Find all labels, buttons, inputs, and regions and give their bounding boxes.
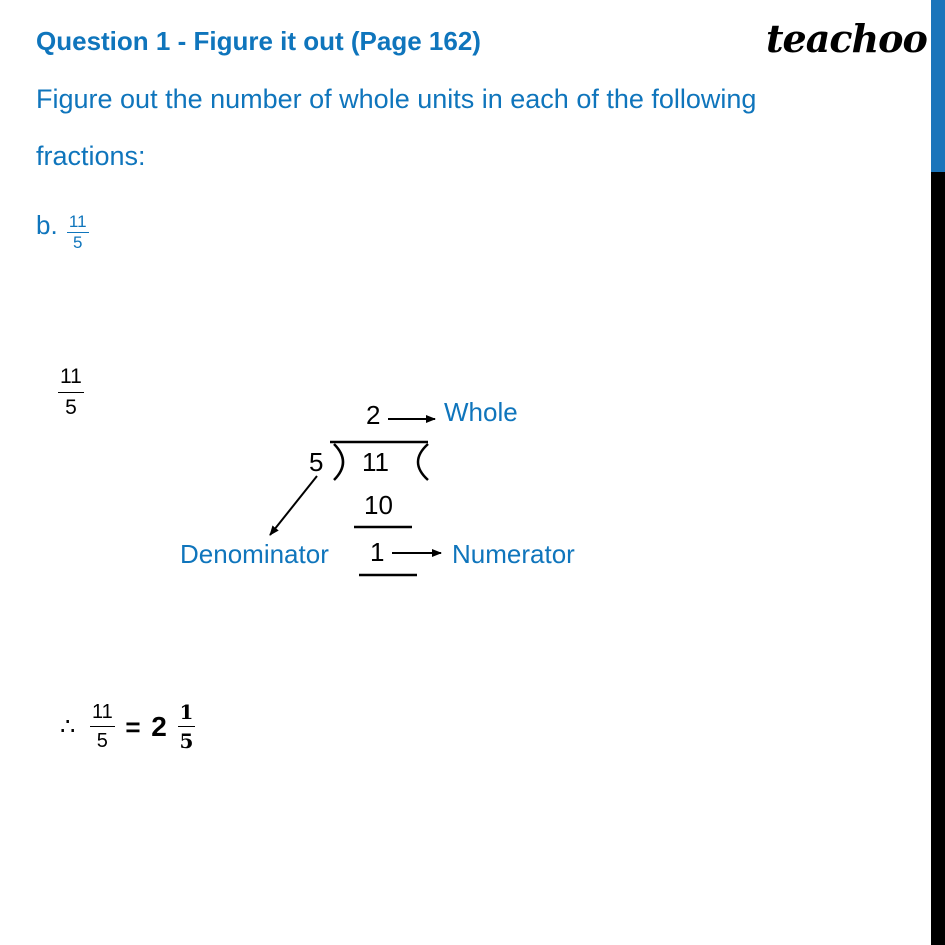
answer-line [60, 698, 195, 755]
equals-sign: = [125, 711, 141, 742]
answer-whole: 2 [151, 710, 167, 742]
denominator-arrow [270, 476, 317, 535]
dividend-value: 11 [362, 447, 389, 477]
answer-fraction-numerator: 11 [90, 698, 115, 727]
answer-result-numerator: 1 [178, 698, 196, 727]
answer-fraction-denominator: 5 [96, 730, 108, 752]
whole-label: Whole [444, 397, 518, 427]
therefore-symbol: ∴ [60, 712, 76, 741]
remainder-value: 1 [370, 537, 385, 567]
question-fraction-denominator: 5 [73, 233, 83, 252]
denominator-label: Denominator [180, 539, 329, 569]
divisor-value: 5 [309, 447, 324, 477]
answer-result-fraction [178, 698, 196, 755]
left-bracket [334, 444, 343, 480]
answer-result-denominator: 5 [179, 729, 194, 753]
teachoo-logo: teachoo [766, 16, 927, 61]
working-fraction-numerator: 11 [58, 362, 84, 393]
question-line-1: Figure out the number of whole units in each of the following [36, 84, 757, 114]
working-fraction-denominator: 5 [65, 396, 77, 419]
numerator-label: Numerator [452, 539, 575, 569]
answer-fraction [90, 698, 115, 755]
page-title: Question 1 - Figure it out (Page 162) [36, 26, 481, 56]
product-value: 10 [364, 490, 393, 520]
part-label: b. [36, 210, 58, 240]
question-fraction-numerator: 11 [68, 212, 87, 231]
quotient-value: 2 [366, 400, 381, 430]
question-line-2: fractions: [36, 141, 146, 171]
right-bracket [418, 444, 428, 480]
